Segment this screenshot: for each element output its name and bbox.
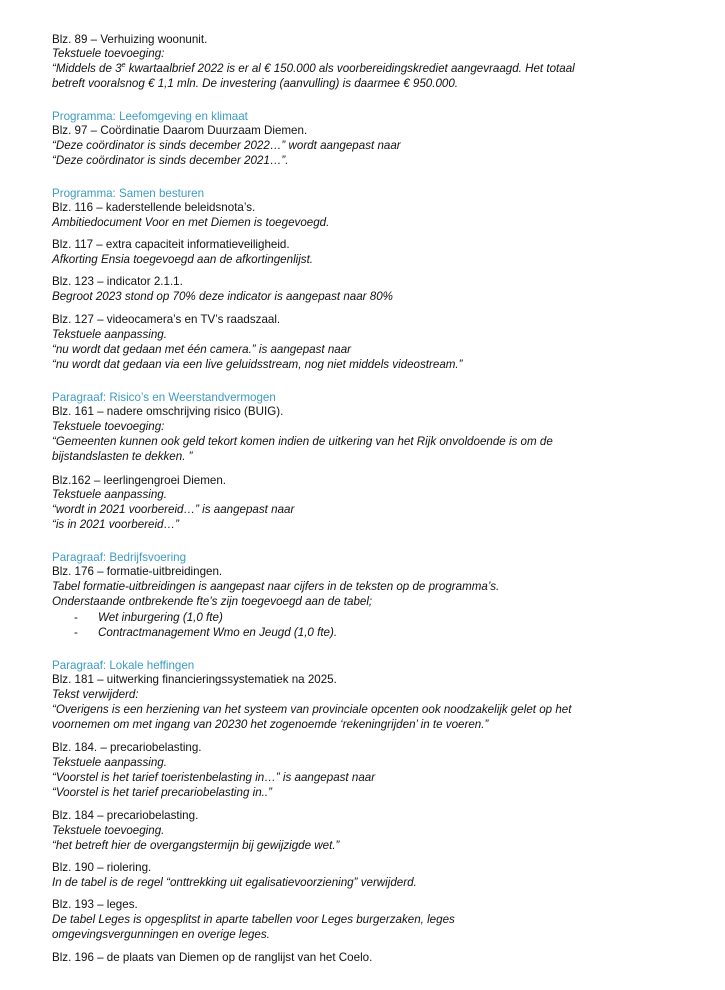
entry-text-line: “het betreft hier de overgangstermijn bij gewijzigde wet.” [52, 839, 340, 852]
entry-text-line: “Gemeenten kunnen ook geld tekort komen indien de uitkering van het Rijk onvoldoende is om de [52, 435, 553, 448]
entry-text-line: betreft vooralsnog € 1,1 mln. De investering (aanvulling) is daarmee € 950.000. [52, 77, 459, 90]
entry-text-line: omgevingsvergunningen en overige leges. [52, 928, 270, 941]
entry-subtitle: Tekstuele toevoeging: [52, 420, 165, 433]
entry-text-line: “Deze coördinator is sinds december 2021…”. [52, 154, 289, 167]
section-heading: Programma: Leefomgeving en klimaat [52, 110, 248, 123]
entry-title: Blz. 123 – indicator 2.1.1. [52, 275, 183, 288]
entry-text-line: “Overigens is een herziening van het systeem van provinciale opcenten ook noodzakelijk gelet op het [52, 703, 572, 716]
entry-text-line: voornemen om met ingang van 20230 het zogenoemde ‘rekeningrijden’ in te voeren.” [52, 718, 489, 731]
entry-title: Blz. 181 – uitwerking financieringssystematiek na 2025. [52, 673, 337, 686]
entry-title: Blz. 117 – extra capaciteit informatieveiligheid. [52, 238, 290, 251]
entry-title: Blz. 184 – precariobelasting. [52, 809, 199, 822]
section-heading: Paragraaf: Bedrijfsvoering [52, 551, 187, 564]
entry-text-line: Tabel formatie-uitbreidingen is aangepast naar cijfers in de teksten op de programma’s. [52, 580, 500, 593]
entry-subtitle: Tekst verwijderd: [52, 688, 139, 701]
entry-text-line: “wordt in 2021 voorbereid…” is aangepast naar [52, 503, 295, 516]
section-heading: Paragraaf: Lokale heffingen [52, 659, 195, 672]
entry-text-line: De tabel Leges is opgesplitst in aparte tabellen voor Leges burgerzaken, leges [52, 913, 455, 926]
entry-title: Blz. 89 – Verhuizing woonunit. [52, 33, 208, 46]
entry-subtitle: Tekstuele toevoeging: [52, 47, 165, 60]
entry-text-line: “is in 2021 voorbereid…” [52, 518, 179, 531]
entry-text-line: “nu wordt dat gedaan via een live geluidsstream, nog niet middels videostream.” [52, 358, 463, 371]
entry-title: Blz. 97 – Coördinatie Daarom Duurzaam Diemen. [52, 124, 308, 137]
list-item: Contractmanagement Wmo en Jeugd (1,0 fte). [98, 626, 338, 639]
entry-subtitle: Tekstuele aanpassing. [52, 756, 167, 769]
entry-text-line: bijstandslasten te dekken. ” [52, 450, 193, 463]
entry-title: Blz. 127 – videocamera’s en TV’s raadszaal. [52, 313, 281, 326]
entry-text-line: “Deze coördinator is sinds december 2022…” wordt aangepast naar [52, 139, 401, 152]
bullet-dash: - [74, 611, 78, 624]
entry-subtitle: Tekstuele toevoeging. [52, 824, 165, 837]
entry-text-line: “nu wordt dat gedaan met één camera.” is aangepast naar [52, 343, 352, 356]
entry-subtitle: Tekstuele aanpassing. [52, 488, 167, 501]
entry-text-line: In de tabel is de regel “onttrekking uit egalisatievoorziening” verwijderd. [52, 876, 417, 889]
superscript: e [121, 62, 126, 70]
entry-text-line: Onderstaande ontbrekende fte’s zijn toegevoegd aan de tabel; [52, 595, 373, 608]
entry-text-line: Ambitiedocument Voor en met Diemen is toegevoegd. [52, 216, 330, 229]
entry-title: Blz.162 – leerlingengroei Diemen. [52, 474, 227, 487]
entry-subtitle: Tekstuele aanpassing. [52, 328, 167, 341]
entry-text-line: “Middels de 3e kwartaalbrief 2022 is er al € 150.000 als voorbereidingskrediet aangevraagd. Het totaal [52, 62, 575, 75]
entry-title: Blz. 190 – riolering. [52, 861, 152, 874]
entry-text-line: Afkorting Ensia toegevoegd aan de afkortingenlijst. [52, 253, 314, 266]
entry-title: Blz. 193 – leges. [52, 898, 138, 911]
bullet-dash: - [74, 626, 78, 639]
entry-title: Blz. 184. – precariobelasting. [52, 741, 202, 754]
entry-text-line: “Voorstel is het tarief toeristenbelasting in…” is aangepast naar [52, 771, 376, 784]
entry-title: Blz. 176 – formatie-uitbreidingen. [52, 565, 223, 578]
section-heading: Programma: Samen besturen [52, 187, 205, 200]
entry-text-line: Begroot 2023 stond op 70% deze indicator is aangepast naar 80% [52, 290, 393, 303]
entry-text-line: “Voorstel is het tarief precariobelasting in..” [52, 786, 272, 799]
section-heading: Paragraaf: Risico’s en Weerstandvermogen [52, 391, 276, 404]
entry-title: Blz. 116 – kaderstellende beleidsnota’s. [52, 201, 256, 214]
entry-title: Blz. 161 – nadere omschrijving risico (BUIG). [52, 405, 284, 418]
entry-title: Blz. 196 – de plaats van Diemen op de ranglijst van het Coelo. [52, 951, 373, 964]
list-item: Wet inburgering (1,0 fte) [98, 611, 223, 624]
